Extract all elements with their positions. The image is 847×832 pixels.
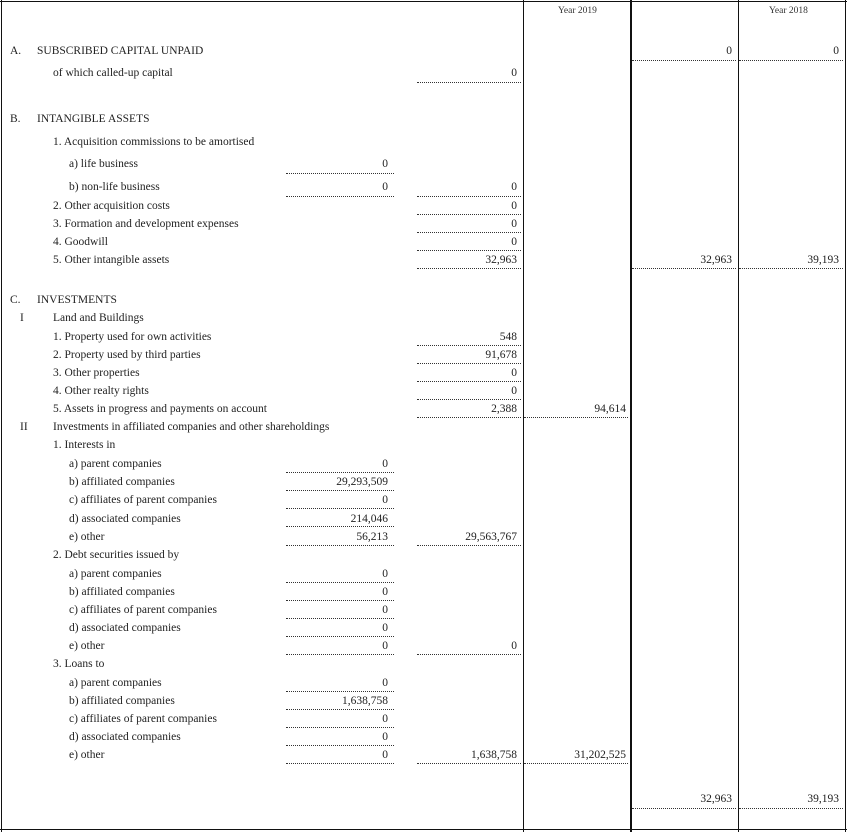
other-realty-label: 4. Other realty rights xyxy=(53,385,149,397)
debt-affiliated-label: b) affiliated companies xyxy=(69,586,175,598)
column-divider-year-split xyxy=(630,0,632,832)
underline xyxy=(286,472,394,473)
underline xyxy=(632,268,736,269)
section-b-2019-total: 32,963 xyxy=(700,254,732,266)
underline xyxy=(417,654,521,655)
loans-parent-label: a) parent companies xyxy=(69,677,162,689)
called-up-value: 0 xyxy=(511,67,517,79)
bottom-border xyxy=(0,829,847,830)
other-realty-value: 0 xyxy=(511,385,517,397)
right-border xyxy=(845,0,846,832)
interests-affiliates-parent-value: 0 xyxy=(382,494,388,506)
underline xyxy=(286,526,394,527)
underline xyxy=(417,232,521,233)
underline xyxy=(286,196,394,197)
interests-parent-label: a) parent companies xyxy=(69,458,162,470)
land-buildings-total: 94,614 xyxy=(594,403,626,415)
interests-total: 29,563,767 xyxy=(465,531,517,543)
underline xyxy=(417,381,521,382)
section-a-2018-total: 0 xyxy=(833,45,839,57)
debt-associated-label: d) associated companies xyxy=(69,622,181,634)
underline xyxy=(286,173,394,174)
other-acquisition-costs-label: 2. Other acquisition costs xyxy=(53,200,170,212)
property-own-label: 1. Property used for own activities xyxy=(53,331,212,343)
section-b-letter: B. xyxy=(10,113,21,125)
section-a-letter: A. xyxy=(10,45,22,57)
debt-securities-title: 2. Debt securities issued by xyxy=(53,549,180,561)
formation-expenses-value: 0 xyxy=(511,218,517,230)
section-b-2018-total: 39,193 xyxy=(807,254,839,266)
underline xyxy=(286,654,394,655)
loans-other-label: e) other xyxy=(69,749,105,761)
section-a-title: SUBSCRIBED CAPITAL UNPAID xyxy=(37,45,204,57)
footer-2018-total: 39,193 xyxy=(807,793,839,805)
interests-affiliated-value: 29,293,509 xyxy=(336,476,388,488)
other-properties-value: 0 xyxy=(511,367,517,379)
other-intangible-assets-label: 5. Other intangible assets xyxy=(53,254,170,266)
underline xyxy=(286,582,394,583)
loans-affiliated-label: b) affiliated companies xyxy=(69,695,175,707)
underline xyxy=(524,763,628,764)
underline xyxy=(524,417,628,418)
debt-associated-value: 0 xyxy=(382,622,388,634)
loans-total: 1,638,758 xyxy=(471,749,517,761)
underline xyxy=(739,268,843,269)
loans-other-value: 0 xyxy=(382,749,388,761)
interests-other-value: 56,213 xyxy=(356,531,388,543)
underline xyxy=(417,196,521,197)
underline xyxy=(286,691,394,692)
debt-total: 0 xyxy=(511,640,517,652)
property-third-label: 2. Property used by third parties xyxy=(53,349,201,361)
goodwill-label: 4. Goodwill xyxy=(53,236,108,248)
loans-affiliates-parent-value: 0 xyxy=(382,713,388,725)
underline xyxy=(286,600,394,601)
acquisition-commissions-label: 1. Acquisition commissions to be amortised xyxy=(53,136,255,148)
interests-parent-value: 0 xyxy=(382,458,388,470)
section-c-title: INVESTMENTS xyxy=(37,294,117,306)
interests-associated-value: 214,046 xyxy=(350,513,388,525)
underline xyxy=(417,214,521,215)
property-third-value: 91,678 xyxy=(485,349,517,361)
affiliated-investments-total: 31,202,525 xyxy=(574,749,626,761)
non-life-business-value: 0 xyxy=(382,181,388,193)
loans-parent-value: 0 xyxy=(382,677,388,689)
underline xyxy=(417,345,521,346)
assets-progress-label: 5. Assets in progress and payments on account xyxy=(53,403,267,415)
underline xyxy=(286,508,394,509)
header-year-2018: Year 2018 xyxy=(769,6,808,16)
column-divider-2019 xyxy=(523,0,524,832)
underline xyxy=(286,618,394,619)
formation-expenses-label: 3. Formation and development expenses xyxy=(53,218,239,230)
loans-to-title: 3. Loans to xyxy=(53,658,105,670)
life-business-label: a) life business xyxy=(69,158,138,170)
interests-affiliated-label: b) affiliated companies xyxy=(69,476,175,488)
underline xyxy=(739,60,843,61)
property-own-value: 548 xyxy=(499,331,517,343)
loans-affiliated-value: 1,638,758 xyxy=(342,695,388,707)
section-a-2019-total: 0 xyxy=(726,45,732,57)
affiliated-investments-numeral: II xyxy=(20,421,28,433)
column-divider-2018 xyxy=(738,0,739,832)
underline xyxy=(286,545,394,546)
underline xyxy=(417,250,521,251)
debt-other-label: e) other xyxy=(69,640,105,652)
interests-associated-label: d) associated companies xyxy=(69,513,181,525)
underline xyxy=(417,417,521,418)
debt-affiliates-parent-label: c) affiliates of parent companies xyxy=(69,604,217,616)
underline xyxy=(632,60,736,61)
underline xyxy=(417,82,521,83)
underline xyxy=(417,763,521,764)
land-buildings-title: Land and Buildings xyxy=(53,312,144,324)
underline xyxy=(286,763,394,764)
underline xyxy=(417,363,521,364)
affiliated-investments-title: Investments in affiliated companies and other shareholdings xyxy=(53,421,330,433)
other-properties-label: 3. Other properties xyxy=(53,367,140,379)
interests-in-title: 1. Interests in xyxy=(53,439,116,451)
underline xyxy=(286,490,394,491)
debt-parent-value: 0 xyxy=(382,568,388,580)
underline xyxy=(286,727,394,728)
header-year-2019: Year 2019 xyxy=(558,6,597,16)
non-life-business-label: b) non-life business xyxy=(69,181,160,193)
underline xyxy=(739,808,843,809)
goodwill-value: 0 xyxy=(511,236,517,248)
section-b-title: INTANGIBLE ASSETS xyxy=(37,113,150,125)
life-business-value: 0 xyxy=(382,158,388,170)
top-border xyxy=(0,1,847,2)
section-c-letter: C. xyxy=(10,294,21,306)
interests-affiliates-parent-label: c) affiliates of parent companies xyxy=(69,494,217,506)
debt-affiliated-value: 0 xyxy=(382,586,388,598)
underline xyxy=(417,399,521,400)
loans-associated-value: 0 xyxy=(382,731,388,743)
underline xyxy=(417,268,521,269)
footer-2019-total: 32,963 xyxy=(700,793,732,805)
loans-associated-label: d) associated companies xyxy=(69,731,181,743)
debt-other-value: 0 xyxy=(382,640,388,652)
assets-progress-value: 2,388 xyxy=(491,403,517,415)
underline xyxy=(286,709,394,710)
underline xyxy=(417,545,521,546)
debt-affiliates-parent-value: 0 xyxy=(382,604,388,616)
loans-affiliates-parent-label: c) affiliates of parent companies xyxy=(69,713,217,725)
acquisition-commissions-total: 0 xyxy=(511,181,517,193)
called-up-label: of which called-up capital xyxy=(53,67,173,79)
other-acquisition-costs-value: 0 xyxy=(511,200,517,212)
left-border xyxy=(1,0,2,832)
interests-other-label: e) other xyxy=(69,531,105,543)
debt-parent-label: a) parent companies xyxy=(69,568,162,580)
underline xyxy=(286,636,394,637)
underline xyxy=(632,808,736,809)
other-intangible-assets-value: 32,963 xyxy=(485,254,517,266)
land-buildings-numeral: I xyxy=(20,312,24,324)
underline xyxy=(286,745,394,746)
